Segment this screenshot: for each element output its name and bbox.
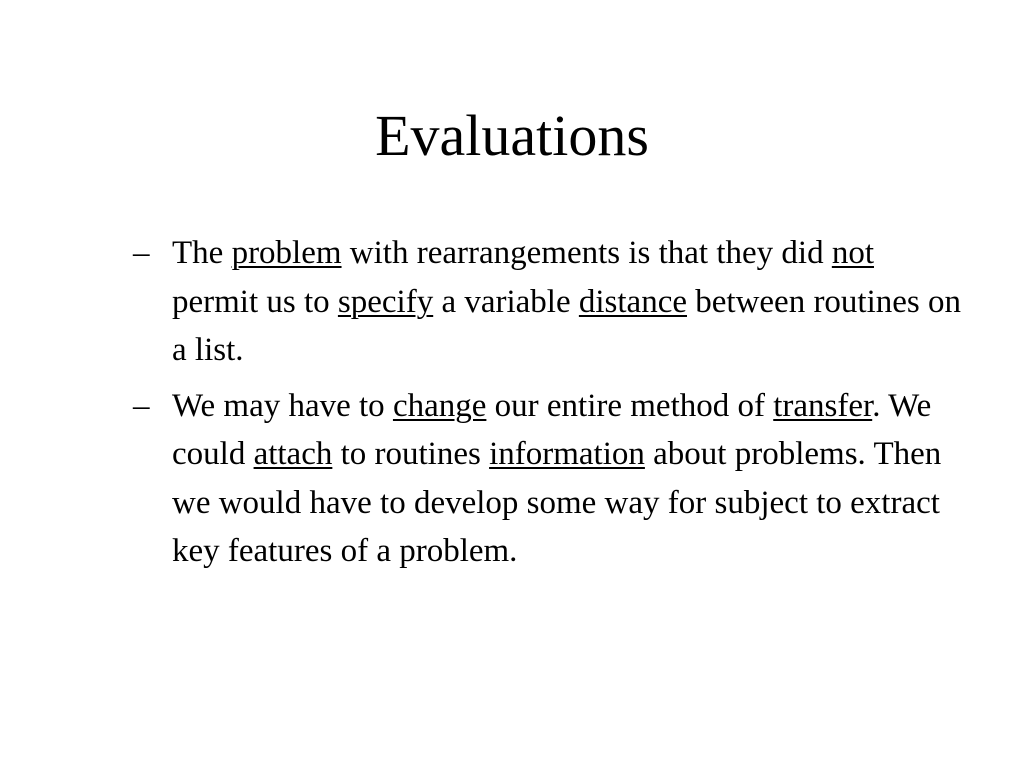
underlined-term-information: information — [489, 436, 645, 472]
text-segment: permit us to — [172, 283, 338, 320]
bullet-item — [133, 229, 963, 375]
underlined-term-transfer: transfer — [773, 387, 873, 424]
bullet-dash: – — [133, 387, 150, 424]
underlined-term-change: change — [392, 387, 487, 424]
text-segment: with rearrangements is that they did — [341, 235, 832, 271]
text-segment: to routines — [332, 436, 490, 472]
underlined-term-attach: attach — [253, 436, 333, 472]
bullet-text — [172, 235, 961, 368]
underlined-term-not: not — [831, 235, 874, 271]
bullet-text — [172, 388, 941, 570]
text-segment: We may have to — [172, 387, 393, 424]
slide-title: Evaluations — [375, 103, 649, 168]
text-segment: about problems. Then we would have to develop some way for subject to extract key features of a problem. — [172, 436, 942, 569]
underlined-term-distance: distance — [578, 283, 687, 320]
underlined-term-specify: specify — [337, 283, 434, 320]
text-segment: our entire method of — [486, 387, 774, 424]
text-segment: a variable — [433, 283, 579, 320]
text-segment: . We could — [172, 387, 932, 472]
bullet-item — [133, 382, 963, 576]
bullet-dash: – — [133, 235, 150, 271]
underlined-term-problem: problem — [231, 235, 342, 271]
bullet-list — [133, 229, 963, 583]
text-segment: The — [172, 235, 232, 271]
text-segment: between routines on a list. — [172, 283, 962, 368]
